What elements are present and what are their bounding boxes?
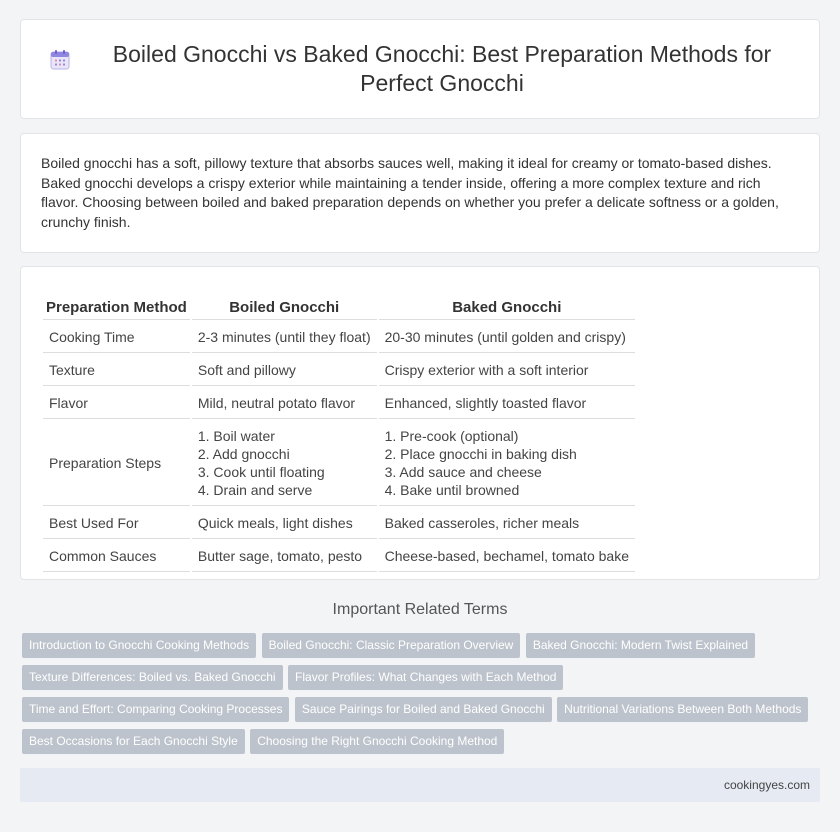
related-term-tag[interactable]: Texture Differences: Boiled vs. Baked Gnocchi bbox=[22, 665, 283, 690]
related-term-tag[interactable]: Introduction to Gnocchi Cooking Methods bbox=[22, 633, 256, 658]
boiled-step: 2. Add gnocchi bbox=[197, 446, 290, 462]
boiled-cell: 2-3 minutes (until they float) bbox=[192, 322, 377, 353]
related-term-tag[interactable]: Boiled Gnocchi: Classic Preparation Overview bbox=[262, 633, 521, 658]
related-term-tag[interactable]: Choosing the Right Gnocchi Cooking Method bbox=[250, 729, 504, 754]
boiled-step: 1. Boil water bbox=[197, 428, 275, 444]
baked-cell: Cheese-based, bechamel, tomato bake bbox=[379, 541, 635, 572]
intro-card bbox=[20, 133, 820, 253]
comparison-table bbox=[41, 295, 637, 574]
header-card bbox=[20, 19, 820, 119]
row-label: Best Used For bbox=[43, 508, 190, 539]
baked-cell: Crispy exterior with a soft interior bbox=[379, 355, 635, 386]
table-row bbox=[43, 541, 635, 572]
baked-cell: Enhanced, slightly toasted flavor bbox=[379, 388, 635, 419]
comparison-card bbox=[20, 266, 820, 580]
table-row bbox=[43, 355, 635, 386]
boiled-step: 3. Cook until floating bbox=[197, 464, 325, 480]
header-boiled-gnocchi: Boiled Gnocchi bbox=[192, 297, 377, 320]
boiled-step: 4. Drain and serve bbox=[197, 482, 313, 498]
baked-step: 1. Pre-cook (optional) bbox=[384, 428, 519, 444]
footer bbox=[20, 768, 820, 802]
baked-cell: Baked casseroles, richer meals bbox=[379, 508, 635, 539]
boiled-cell: Mild, neutral potato flavor bbox=[192, 388, 377, 419]
boiled-cell: Butter sage, tomato, pesto bbox=[192, 541, 377, 572]
boiled-steps-cell bbox=[192, 421, 377, 506]
row-label: Common Sauces bbox=[43, 541, 190, 572]
baked-steps-cell bbox=[379, 421, 635, 506]
related-terms-heading: Important Related Terms bbox=[332, 601, 508, 618]
related-term-tag[interactable]: Nutritional Variations Between Both Methods bbox=[557, 697, 808, 722]
table-row bbox=[43, 322, 635, 353]
page-title: Boiled Gnocchi vs Baked Gnocchi: Best Preparation Methods for Perfect Gnocchi bbox=[112, 41, 772, 96]
table-header-row bbox=[43, 297, 635, 320]
table-row bbox=[43, 388, 635, 419]
calendar-icon bbox=[48, 48, 72, 72]
row-label: Preparation Steps bbox=[43, 421, 190, 506]
boiled-cell: Soft and pillowy bbox=[192, 355, 377, 386]
header-baked-gnocchi: Baked Gnocchi bbox=[379, 297, 635, 320]
baked-step: 4. Bake until browned bbox=[384, 482, 520, 498]
related-term-tag[interactable]: Time and Effort: Comparing Cooking Processes bbox=[22, 697, 289, 722]
table-row bbox=[43, 421, 635, 506]
baked-cell: 20-30 minutes (until golden and crispy) bbox=[379, 322, 635, 353]
footer-site-link[interactable]: cookingyes.com bbox=[723, 778, 810, 792]
header-preparation-method: Preparation Method bbox=[43, 297, 190, 320]
table-row bbox=[43, 508, 635, 539]
baked-step: 2. Place gnocchi in baking dish bbox=[384, 446, 577, 462]
row-label: Texture bbox=[43, 355, 190, 386]
row-label: Flavor bbox=[43, 388, 190, 419]
intro-paragraph: Boiled gnocchi has a soft, pillowy texture that absorbs sauces well, making it ideal for creamy or tomato-based dishes. Baked gnocchi develops a crispy exterior while maintaining a tender inside, offering a more complex texture and rich flavor. Choosing between boiled and baked preparation depends on whether you prefer a delicate softness or a golden, crunchy finish. bbox=[41, 155, 779, 230]
boiled-cell: Quick meals, light dishes bbox=[192, 508, 377, 539]
related-term-tag[interactable]: Best Occasions for Each Gnocchi Style bbox=[22, 729, 245, 754]
related-terms-list bbox=[22, 633, 822, 761]
related-term-tag[interactable]: Baked Gnocchi: Modern Twist Explained bbox=[526, 633, 755, 658]
related-term-tag[interactable]: Flavor Profiles: What Changes with Each Method bbox=[288, 665, 563, 690]
related-term-tag[interactable]: Sauce Pairings for Boiled and Baked Gnocchi bbox=[295, 697, 552, 722]
baked-step: 3. Add sauce and cheese bbox=[384, 464, 542, 480]
row-label: Cooking Time bbox=[43, 322, 190, 353]
